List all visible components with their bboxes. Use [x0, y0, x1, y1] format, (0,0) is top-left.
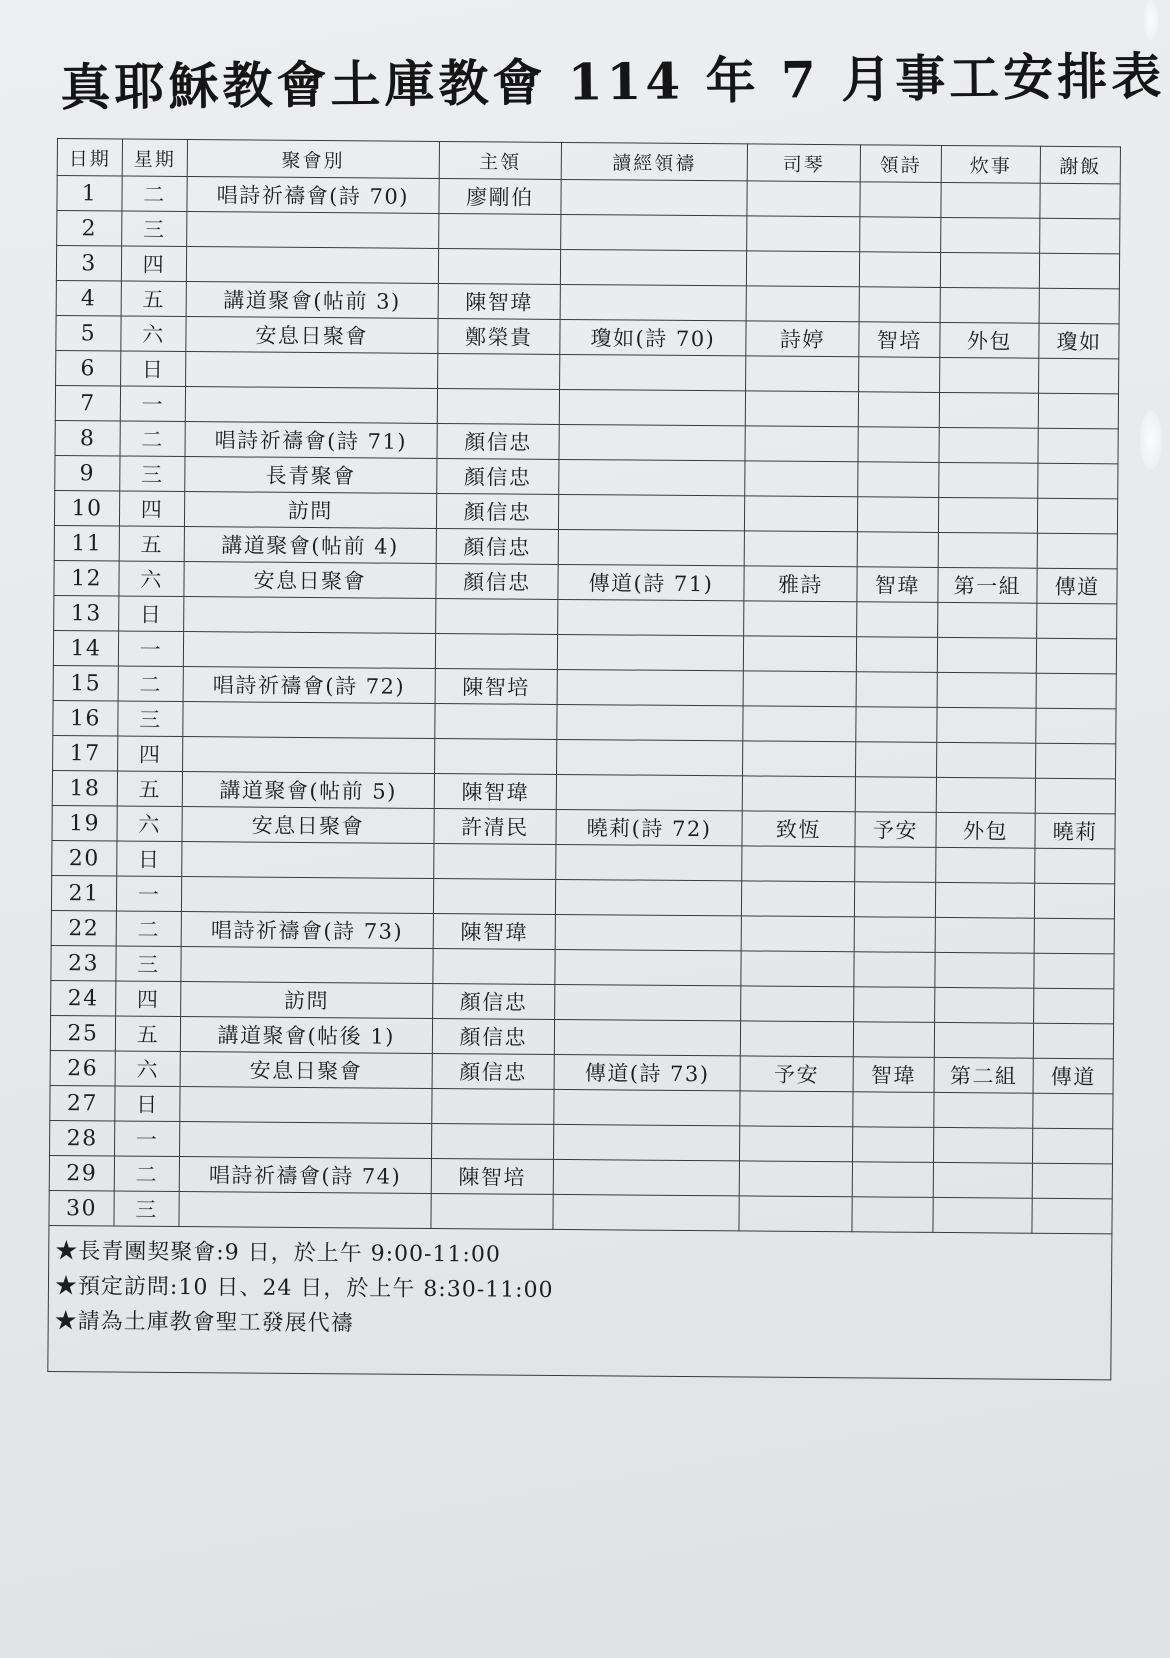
cell-date: 7: [55, 385, 120, 421]
cell-meeting-type: 唱詩祈禱會(詩 72): [183, 667, 435, 704]
cell-weekday: 六: [119, 561, 184, 597]
cell-weekday: 一: [116, 876, 181, 912]
cell-weekday: 五: [117, 771, 182, 807]
cell-leader: 許清民: [434, 808, 557, 844]
cell-grace: [1035, 848, 1115, 884]
cell-grace: [1032, 1198, 1112, 1234]
cell-cooking: [940, 217, 1040, 253]
cell-grace: [1038, 498, 1118, 534]
cell-pianist: [742, 776, 855, 812]
cell-date: 18: [52, 770, 117, 806]
cell-scripture-prayer: [553, 1159, 739, 1195]
cell-scripture-prayer: [559, 459, 745, 495]
cell-song-leader: [854, 882, 935, 918]
cell-leader: [431, 1123, 554, 1159]
cell-grace: 傳道: [1037, 568, 1117, 604]
cell-meeting-type: [179, 1121, 431, 1158]
notes-section: [47, 1226, 1112, 1380]
cell-scripture-prayer: [559, 389, 745, 425]
cell-weekday: 五: [119, 526, 184, 562]
cell-meeting-type: [183, 632, 435, 669]
note-line: ★預定訪問:10 日、24 日，於上午 8:30-11:00: [54, 1274, 554, 1303]
cell-cooking: [937, 602, 1037, 638]
cell-scripture-prayer: [555, 1019, 741, 1055]
cell-pianist: 予安: [740, 1056, 853, 1092]
cell-grace: [1040, 218, 1120, 254]
cell-date: 15: [53, 665, 118, 701]
column-header-cooking: 炊事: [941, 145, 1041, 183]
cell-song-leader: 智瑋: [857, 567, 938, 603]
cell-meeting-type: 訪問: [184, 492, 436, 529]
cell-pianist: [746, 216, 859, 252]
cell-grace: [1034, 1023, 1114, 1059]
cell-cooking: 外包: [936, 812, 1036, 848]
cell-scripture-prayer: 傳道(詩 73): [554, 1054, 740, 1090]
cell-date: 25: [50, 1015, 115, 1051]
cell-scripture-prayer: [558, 529, 744, 565]
column-header-grace: 謝飯: [1040, 146, 1120, 184]
cell-weekday: 六: [115, 1051, 180, 1087]
cell-pianist: [744, 496, 857, 532]
cell-scripture-prayer: [554, 1124, 740, 1160]
cell-meeting-type: [187, 212, 439, 249]
column-header-song-leader: 領詩: [860, 145, 941, 183]
cell-pianist: [739, 1126, 852, 1162]
cell-weekday: 一: [114, 1121, 179, 1157]
cell-song-leader: [857, 497, 938, 533]
cell-meeting-type: 講道聚會(帖前 3): [186, 282, 438, 319]
cell-date: 12: [54, 560, 119, 596]
cell-weekday: 五: [115, 1016, 180, 1052]
cell-cooking: [938, 497, 1038, 533]
cell-weekday: 三: [114, 1191, 179, 1227]
cell-song-leader: [857, 602, 938, 638]
cell-meeting-type: [182, 737, 434, 774]
cell-cooking: [939, 357, 1039, 393]
cell-date: 20: [52, 840, 117, 876]
cell-meeting-type: 講道聚會(帖前 4): [184, 527, 436, 564]
cell-leader: 陳智瑋: [434, 773, 557, 809]
cell-cooking: [936, 777, 1036, 813]
cell-leader: 顏信忠: [436, 458, 559, 494]
cell-meeting-type: 訪問: [181, 981, 433, 1018]
cell-grace: [1040, 183, 1120, 219]
cell-date: 3: [56, 246, 121, 282]
cell-leader: [434, 703, 557, 739]
cell-cooking: [933, 1092, 1033, 1128]
cell-cooking: [938, 462, 1038, 498]
cell-weekday: 日: [121, 351, 186, 387]
cell-pianist: [746, 286, 859, 322]
cell-meeting-type: 唱詩祈禱會(詩 71): [185, 422, 437, 459]
cell-scripture-prayer: [558, 599, 744, 635]
cell-grace: [1036, 673, 1116, 709]
cell-cooking: [935, 952, 1035, 988]
cell-scripture-prayer: [556, 774, 742, 810]
cell-date: 1: [57, 176, 122, 212]
light-glare: [1140, 410, 1162, 470]
cell-pianist: [741, 881, 854, 917]
cell-weekday: 日: [115, 1086, 180, 1122]
cell-date: 28: [50, 1120, 115, 1156]
cell-leader: 顏信忠: [436, 528, 559, 564]
cell-grace: [1034, 918, 1114, 954]
cell-grace: [1037, 638, 1117, 674]
cell-pianist: [740, 1091, 853, 1127]
cell-scripture-prayer: [556, 879, 742, 915]
cell-meeting-type: 安息日聚會: [184, 562, 436, 599]
table-body: [49, 176, 1120, 1234]
cell-meeting-type: [184, 597, 436, 634]
cell-scripture-prayer: [557, 704, 743, 740]
cell-pianist: 雅詩: [744, 566, 857, 602]
cell-leader: [432, 948, 555, 984]
cell-scripture-prayer: [561, 179, 747, 215]
cell-song-leader: [857, 532, 938, 568]
cell-song-leader: [854, 917, 935, 953]
cell-grace: [1039, 358, 1119, 394]
note-line: ★請為土庫教會聖工發展代禱: [54, 1309, 354, 1337]
cell-weekday: 二: [118, 666, 183, 702]
cell-date: 22: [51, 910, 116, 946]
cell-song-leader: 予安: [855, 812, 936, 848]
cell-meeting-type: [181, 946, 433, 983]
cell-song-leader: [855, 847, 936, 883]
cell-date: 9: [55, 455, 120, 491]
cell-cooking: [937, 637, 1037, 673]
cell-weekday: 五: [121, 281, 186, 317]
column-header-date: 日期: [57, 139, 122, 177]
cell-weekday: 四: [121, 246, 186, 282]
cell-song-leader: [859, 357, 940, 393]
cell-cooking: [937, 672, 1037, 708]
cell-pianist: 致恆: [742, 811, 855, 847]
cell-scripture-prayer: 瓊如(詩 70): [560, 319, 746, 355]
cell-pianist: [741, 916, 854, 952]
cell-meeting-type: [186, 352, 438, 389]
cell-scripture-prayer: [553, 1194, 739, 1230]
cell-leader: [431, 1088, 554, 1124]
cell-date: 11: [54, 525, 119, 561]
cell-grace: [1033, 1093, 1113, 1129]
cell-pianist: [745, 391, 858, 427]
cell-weekday: 四: [116, 981, 181, 1017]
column-header-scripture-prayer: 讀經領禱: [561, 142, 747, 180]
cell-scripture-prayer: [561, 249, 747, 285]
cell-song-leader: [852, 1162, 933, 1198]
cell-date: 4: [56, 280, 121, 316]
cell-leader: 顏信忠: [432, 1018, 555, 1054]
cell-meeting-type: [179, 1191, 431, 1228]
cell-date: 24: [51, 980, 116, 1016]
cell-song-leader: [852, 1197, 933, 1233]
cell-date: 6: [56, 350, 121, 386]
schedule-table: [48, 138, 1121, 1234]
cell-weekday: 四: [118, 736, 183, 772]
cell-song-leader: [858, 427, 939, 463]
cell-date: 17: [53, 735, 118, 771]
cell-cooking: [935, 917, 1035, 953]
schedule-frame: [47, 138, 1121, 1380]
cell-cooking: [933, 1197, 1033, 1233]
cell-date: 14: [53, 630, 118, 666]
cell-song-leader: [854, 952, 935, 988]
cell-meeting-type: 唱詩祈禱會(詩 73): [181, 912, 433, 949]
cell-pianist: [739, 1196, 852, 1232]
cell-grace: [1038, 428, 1118, 464]
cell-pianist: [746, 251, 859, 287]
cell-grace: [1038, 463, 1118, 499]
cell-song-leader: [860, 217, 941, 253]
cell-song-leader: [856, 707, 937, 743]
cell-pianist: [744, 461, 857, 497]
cell-song-leader: [860, 182, 941, 218]
cell-grace: [1036, 743, 1116, 779]
cell-meeting-type: [183, 702, 435, 739]
cell-song-leader: 智培: [859, 322, 940, 358]
light-glare: [1144, 0, 1158, 40]
cell-date: 27: [50, 1085, 115, 1121]
cell-scripture-prayer: 傳道(詩 71): [558, 564, 744, 600]
cell-leader: [434, 738, 557, 774]
cell-weekday: 二: [116, 911, 181, 947]
cell-pianist: [740, 986, 853, 1022]
cell-meeting-type: [180, 1086, 432, 1123]
cell-scripture-prayer: [555, 984, 741, 1020]
column-header-weekday: 星期: [122, 139, 187, 177]
cell-song-leader: [859, 252, 940, 288]
cell-date: 29: [49, 1155, 114, 1191]
cell-scripture-prayer: [559, 494, 745, 530]
cell-meeting-type: [182, 842, 434, 879]
cell-song-leader: [853, 1022, 934, 1058]
cell-pianist: [747, 181, 860, 217]
cell-leader: 陳智培: [435, 668, 558, 704]
cell-grace: [1035, 778, 1115, 814]
cell-pianist: [741, 951, 854, 987]
cell-leader: 陳智培: [431, 1158, 554, 1194]
cell-grace: [1034, 988, 1114, 1024]
cell-date: 13: [54, 595, 119, 631]
cell-cooking: [933, 1127, 1033, 1163]
cell-grace: [1036, 708, 1116, 744]
cell-leader: [435, 598, 558, 634]
cell-grace: [1035, 883, 1115, 919]
cell-grace: [1039, 393, 1119, 429]
column-header-pianist: 司琴: [747, 144, 861, 182]
cell-scripture-prayer: [559, 424, 745, 460]
cell-pianist: [739, 1161, 852, 1197]
cell-grace: [1034, 953, 1114, 989]
cell-leader: [437, 388, 560, 424]
cell-weekday: 三: [122, 211, 187, 247]
cell-grace: [1037, 533, 1117, 569]
page-title: 真耶穌教會土庫教會 114 年 7 月事工安排表: [60, 46, 1166, 117]
cell-meeting-type: [186, 247, 438, 284]
cell-grace: [1040, 253, 1120, 289]
cell-grace: [1039, 288, 1119, 324]
cell-scripture-prayer: [560, 354, 746, 390]
cell-meeting-type: [181, 877, 433, 914]
cell-meeting-type: 安息日聚會: [180, 1051, 432, 1088]
cell-weekday: 一: [118, 631, 183, 667]
cell-cooking: [935, 882, 1035, 918]
cell-meeting-type: 安息日聚會: [182, 807, 434, 844]
cell-date: 21: [51, 875, 116, 911]
cell-pianist: [743, 671, 856, 707]
cell-meeting-type: 唱詩祈禱會(詩 70): [187, 177, 439, 214]
cell-weekday: 二: [122, 176, 187, 212]
cell-leader: 顏信忠: [437, 423, 560, 459]
cell-meeting-type: [185, 387, 437, 424]
cell-leader: 顏信忠: [436, 493, 559, 529]
cell-scripture-prayer: [557, 739, 743, 775]
cell-pianist: [743, 706, 856, 742]
cell-weekday: 日: [119, 596, 184, 632]
cell-leader: [431, 1193, 554, 1229]
cell-weekday: 三: [116, 946, 181, 982]
cell-leader: [435, 633, 558, 669]
cell-pianist: 詩婷: [746, 321, 859, 357]
cell-grace: [1037, 603, 1117, 639]
cell-cooking: [936, 742, 1036, 778]
cell-date: 26: [50, 1050, 115, 1086]
cell-song-leader: [858, 462, 939, 498]
cell-song-leader: [852, 1127, 933, 1163]
cell-weekday: 日: [117, 841, 182, 877]
cell-leader: 顏信忠: [435, 563, 558, 599]
cell-weekday: 三: [118, 701, 183, 737]
cell-leader: [433, 878, 556, 914]
cell-pianist: [745, 426, 858, 462]
cell-pianist: [744, 531, 857, 567]
cell-song-leader: [855, 777, 936, 813]
cell-pianist: [743, 636, 856, 672]
cell-scripture-prayer: [555, 914, 741, 950]
cell-pianist: [743, 601, 856, 637]
cell-weekday: 四: [119, 491, 184, 527]
cell-song-leader: [859, 287, 940, 323]
cell-grace: 傳道: [1033, 1058, 1113, 1094]
cell-grace: 瓊如: [1039, 323, 1119, 359]
cell-scripture-prayer: [558, 634, 744, 670]
cell-date: 10: [54, 490, 119, 526]
cell-song-leader: [856, 672, 937, 708]
cell-date: 5: [56, 315, 121, 351]
cell-cooking: [939, 427, 1039, 463]
cell-date: 30: [49, 1190, 114, 1226]
cell-meeting-type: 安息日聚會: [186, 317, 438, 354]
cell-meeting-type: 講道聚會(帖前 5): [182, 772, 434, 809]
cell-weekday: 二: [114, 1156, 179, 1192]
cell-date: 19: [52, 805, 117, 841]
cell-scripture-prayer: [556, 844, 742, 880]
cell-cooking: [940, 287, 1040, 323]
cell-scripture-prayer: [557, 669, 743, 705]
cell-scripture-prayer: [560, 284, 746, 320]
cell-weekday: 六: [117, 806, 182, 842]
cell-song-leader: [855, 742, 936, 778]
cell-cooking: [938, 532, 1038, 568]
cell-song-leader: [854, 987, 935, 1023]
cell-scripture-prayer: 曉莉(詩 72): [556, 809, 742, 845]
cell-cooking: [941, 182, 1041, 218]
cell-pianist: [745, 356, 858, 392]
cell-leader: 顏信忠: [432, 983, 555, 1019]
cell-leader: [438, 248, 561, 284]
cell-leader: 廖剛伯: [438, 178, 561, 214]
cell-weekday: 二: [120, 421, 185, 457]
cell-leader: 陳智瑋: [433, 913, 556, 949]
cell-date: 8: [55, 420, 120, 456]
cell-date: 2: [57, 211, 122, 247]
cell-cooking: 外包: [939, 322, 1039, 358]
cell-meeting-type: 長青聚會: [185, 457, 437, 494]
cell-cooking: [940, 252, 1040, 288]
cell-cooking: [939, 392, 1039, 428]
cell-cooking: 第二組: [934, 1057, 1034, 1093]
cell-meeting-type: 講道聚會(帖後 1): [180, 1016, 432, 1053]
cell-cooking: [933, 1162, 1033, 1198]
cell-scripture-prayer: [555, 949, 741, 985]
cell-leader: [437, 353, 560, 389]
column-header-meeting-type: 聚會別: [187, 140, 439, 179]
cell-pianist: [742, 741, 855, 777]
cell-date: 16: [53, 700, 118, 736]
cell-leader: 陳智瑋: [438, 283, 561, 319]
cell-song-leader: [853, 1092, 934, 1128]
cell-grace: [1032, 1163, 1112, 1199]
cell-weekday: 六: [121, 316, 186, 352]
column-header-leader: 主領: [439, 142, 562, 180]
cell-pianist: [741, 846, 854, 882]
cell-leader: 顏信忠: [432, 1053, 555, 1089]
cell-leader: 鄭榮貴: [437, 318, 560, 354]
cell-date: 23: [51, 945, 116, 981]
note-line: ★長青團契聚會:9 日，於上午 9:00-11:00: [55, 1239, 501, 1268]
cell-cooking: [934, 987, 1034, 1023]
cell-weekday: 三: [120, 456, 185, 492]
cell-leader: [433, 843, 556, 879]
cell-leader: [438, 213, 561, 249]
cell-weekday: 一: [120, 386, 185, 422]
cell-song-leader: [858, 392, 939, 428]
cell-grace: 曉莉: [1035, 813, 1115, 849]
cell-meeting-type: 唱詩祈禱會(詩 74): [179, 1156, 431, 1193]
cell-scripture-prayer: [561, 214, 747, 250]
cell-grace: [1033, 1128, 1113, 1164]
cell-cooking: 第一組: [938, 567, 1038, 603]
cell-cooking: [934, 1022, 1034, 1058]
cell-cooking: [936, 707, 1036, 743]
cell-scripture-prayer: [554, 1089, 740, 1125]
cell-cooking: [935, 847, 1035, 883]
cell-pianist: [740, 1021, 853, 1057]
cell-song-leader: 智瑋: [853, 1057, 934, 1093]
cell-song-leader: [856, 637, 937, 673]
